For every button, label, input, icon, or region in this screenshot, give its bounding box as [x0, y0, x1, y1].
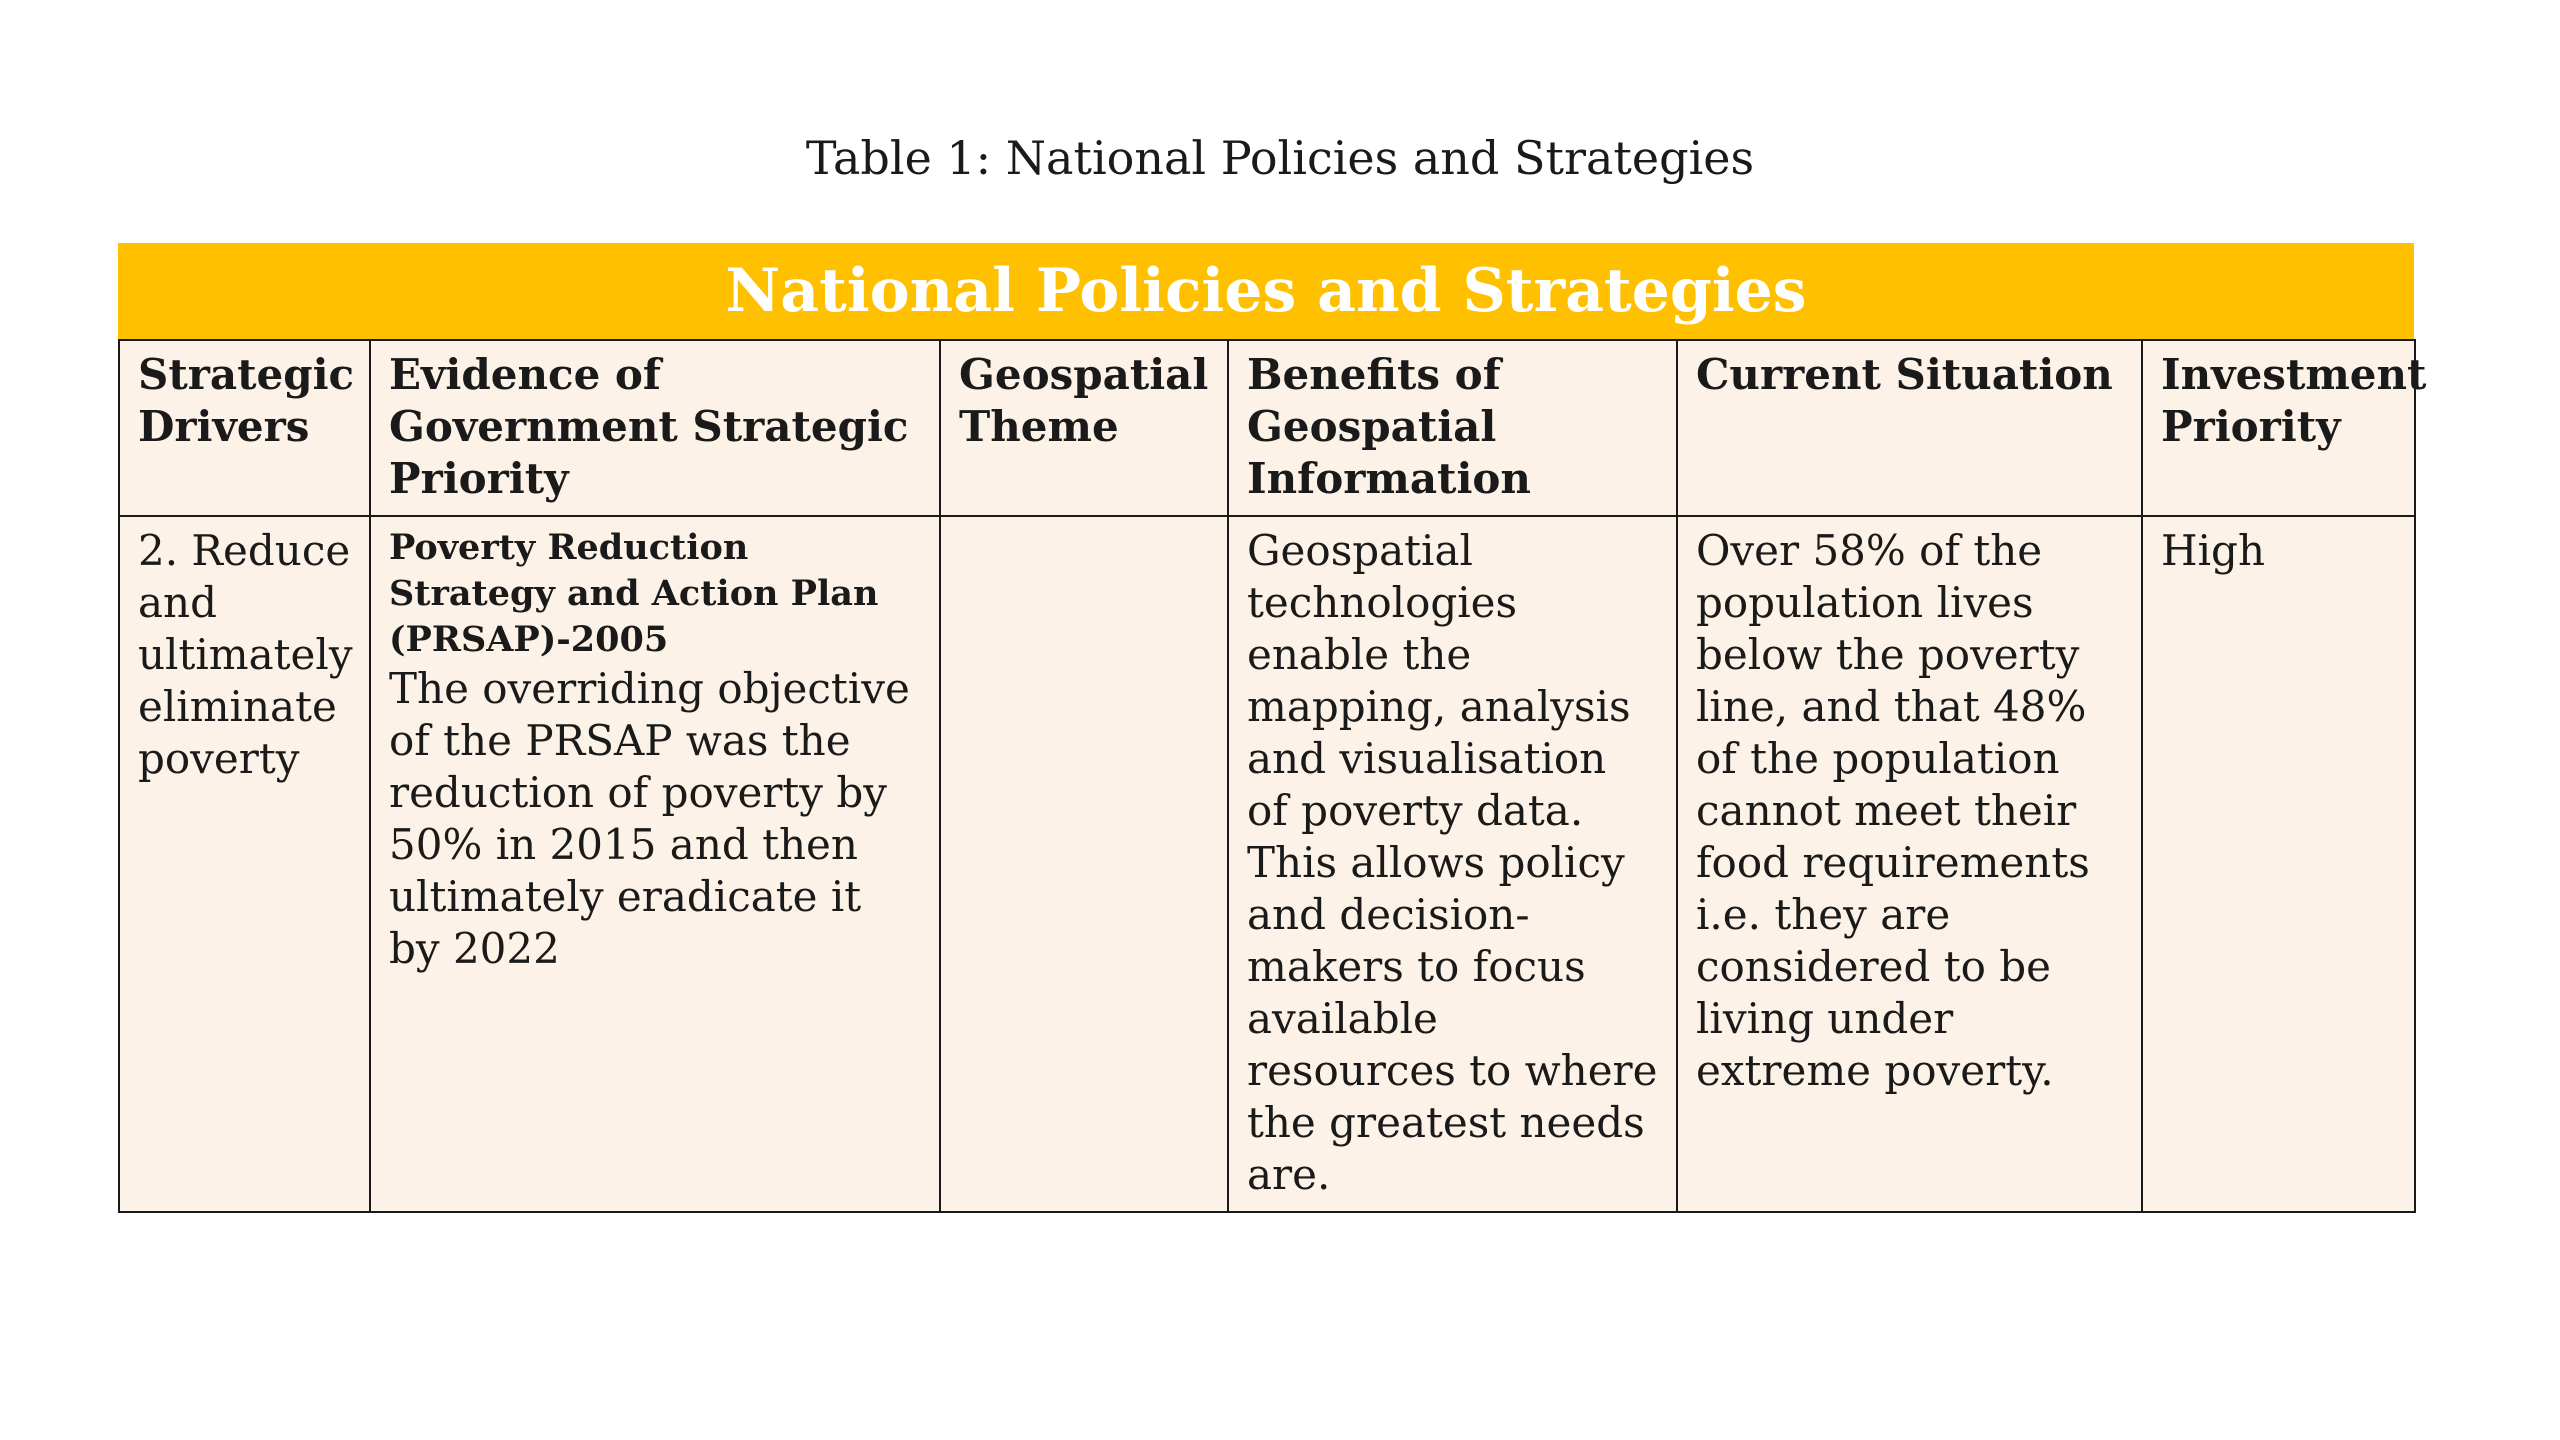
header-investment-priority: Investment Priority — [2142, 340, 2415, 516]
policy-grid — [118, 339, 2427, 1213]
evidence-text: The overriding objective of the PRSAP was the reduction of poverty by 50% in 2015 and then ultimately eradicate it by 2022 — [389, 664, 910, 973]
cell-geospatial-theme — [940, 516, 1228, 1212]
cell-benefits: Geospatial technologies enable the mapping, analysis and visualisation of poverty data. This allows policy and decision-makers to focus available resources to where the greatest needs are. — [1228, 516, 1677, 1212]
table-row — [119, 516, 2415, 1212]
policy-table — [118, 243, 2427, 1213]
table-caption: Table 1: National Policies and Strategies — [805, 131, 1755, 185]
header-strategic-drivers: Strategic Drivers — [119, 340, 370, 516]
cell-strategic-driver: 2. Reduce and ultimately eliminate poverty — [119, 516, 370, 1212]
cell-current-situation: Over 58% of the population lives below the poverty line, and that 48% of the population cannot meet their food requirements i.e. they are considered to be living under extreme poverty. — [1677, 516, 2142, 1212]
header-evidence: Evidence of Government Strategic Priority — [370, 340, 940, 516]
header-benefits: Benefits of Geospatial Information — [1228, 340, 1677, 516]
evidence-document-title: Poverty Reduction Strategy and Action Plan (PRSAP)-2005 — [389, 527, 879, 660]
table-banner: National Policies and Strategies — [118, 243, 2414, 339]
cell-evidence — [370, 516, 940, 1212]
header-geospatial-theme: Geospatial Theme — [940, 340, 1228, 516]
cell-investment-priority: High — [2142, 516, 2415, 1212]
header-row — [119, 340, 2415, 516]
header-current-situation: Current Situation — [1677, 340, 2142, 516]
